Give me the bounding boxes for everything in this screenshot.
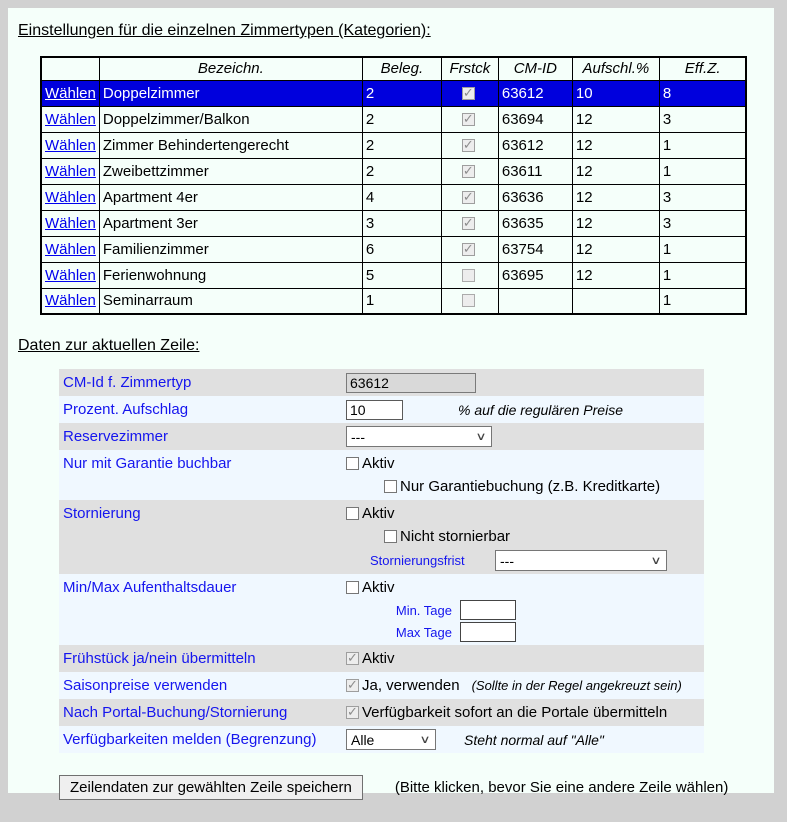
verfuegbarkeiten-select[interactable] [346, 729, 436, 750]
form-row-aufenthaltsdauer [59, 574, 704, 645]
chevron-down-icon: ∨ [475, 431, 487, 443]
nicht-stornierbar-label: Nicht stornierbar [400, 528, 511, 545]
fruehstueck-checkbox[interactable] [462, 165, 475, 178]
form-row-garantie [59, 450, 704, 500]
table-cell [441, 210, 498, 236]
save-row-button[interactable]: Zeilendaten zur gewählten Zeile speichern [59, 775, 363, 800]
portal-checkbox[interactable] [346, 706, 359, 719]
aufschlag-cell [572, 288, 659, 314]
select-row-link[interactable]: Wählen [45, 292, 96, 310]
bezeichnung-cell: Apartment 4er [99, 184, 362, 210]
saisonpreise-label: Saisonpreise verwenden [63, 677, 228, 694]
page [8, 8, 774, 796]
column-header: Frstck [441, 57, 498, 80]
select-row-link[interactable]: Wählen [45, 188, 96, 206]
cmid-cell: 63694 [498, 106, 572, 132]
table-cell [41, 236, 99, 262]
fruehstueck-checkbox[interactable] [462, 243, 475, 256]
table-cell [41, 80, 99, 106]
bezeichnung-cell: Familienzimmer [99, 236, 362, 262]
saisonpreise-check-label: Ja, verwenden [362, 677, 460, 694]
cmid-cell: 63635 [498, 210, 572, 236]
bezeichnung-cell: Doppelzimmer/Balkon [99, 106, 362, 132]
form-row-fruehstueck [59, 645, 704, 672]
cmid-cell: 63611 [498, 158, 572, 184]
cmid-cell: 63636 [498, 184, 572, 210]
belegung-cell: 2 [362, 80, 441, 106]
stornierungsfrist-select[interactable] [495, 550, 667, 571]
table-cell [41, 132, 99, 158]
aufschlag-cell: 12 [572, 210, 659, 236]
aufschlag-hint: % auf die regulären Preise [458, 401, 623, 418]
effz-cell: 1 [659, 132, 746, 158]
effz-cell: 1 [659, 262, 746, 288]
reservezimmer-selected-value: --- [351, 428, 365, 445]
min-tage-label: Min. Tage [395, 602, 452, 618]
belegung-cell: 6 [362, 236, 441, 262]
table-row [41, 132, 746, 158]
page-title: Einstellungen für die einzelnen Zimmertypen (Kategorien): [18, 22, 431, 39]
column-header [41, 57, 99, 80]
saisonpreise-hint: (Sollte in der Regel angekreuzt sein) [471, 678, 682, 693]
cmid-cell: 63695 [498, 262, 572, 288]
belegung-cell: 3 [362, 210, 441, 236]
table-row [41, 288, 746, 314]
table-cell [41, 184, 99, 210]
min-tage-input[interactable] [460, 600, 516, 620]
aufenthaltsdauer-label: Min/Max Aufenthaltsdauer [63, 579, 237, 596]
table-cell [441, 236, 498, 262]
belegung-cell: 2 [362, 132, 441, 158]
select-row-link[interactable]: Wählen [45, 214, 96, 232]
table-row [41, 210, 746, 236]
fruehstueck-checkbox[interactable] [462, 139, 475, 152]
section-title-current-row: Daten zur aktuellen Zeile: [18, 337, 200, 354]
aufschlag-label: Prozent. Aufschlag [63, 401, 189, 418]
stornierungsfrist-label: Stornierungsfrist [370, 553, 465, 568]
cmid-cell: 63754 [498, 236, 572, 262]
stornierung-aktiv-label: Aktiv [362, 505, 395, 522]
cmid-cell [498, 288, 572, 314]
effz-cell: 1 [659, 236, 746, 262]
reservezimmer-select[interactable] [346, 426, 492, 447]
roomtype-table-body [41, 80, 746, 314]
form-row-verfuegbarkeiten [59, 726, 704, 753]
portal-label: Nach Portal-Buchung/Stornierung [63, 704, 288, 721]
table-cell [41, 158, 99, 184]
aufschlag-cell: 12 [572, 184, 659, 210]
verfuegbarkeiten-selected-value: Alle [351, 731, 375, 748]
verfuegbarkeiten-label: Verfügbarkeiten melden (Begrenzung) [63, 731, 317, 748]
aufschlag-cell: 12 [572, 158, 659, 184]
belegung-cell: 2 [362, 158, 441, 184]
table-cell [41, 210, 99, 236]
select-row-link[interactable]: Wählen [45, 240, 96, 258]
effz-cell: 1 [659, 158, 746, 184]
aufschlag-cell: 12 [572, 106, 659, 132]
table-cell [441, 132, 498, 158]
bezeichnung-cell: Ferienwohnung [99, 262, 362, 288]
fruehstueck-checkbox[interactable] [462, 269, 475, 282]
effz-cell: 1 [659, 288, 746, 314]
bezeichnung-cell: Zweibettzimmer [99, 158, 362, 184]
aufschlag-cell: 12 [572, 236, 659, 262]
chevron-down-icon: ∨ [419, 734, 431, 746]
garantiebuchung-checkbox[interactable] [384, 480, 397, 493]
column-header: Bezeichn. [99, 57, 362, 80]
table-row [41, 262, 746, 288]
aufenthalt-aktiv-label: Aktiv [362, 579, 395, 596]
garantie-label: Nur mit Garantie buchbar [63, 455, 232, 472]
chevron-down-icon: ∨ [650, 555, 662, 567]
form-row-saisonpreise [59, 672, 704, 699]
fruehstueck-label: Frühstück ja/nein übermitteln [63, 650, 256, 667]
table-row [41, 236, 746, 262]
stornierung-aktiv-checkbox[interactable] [346, 507, 359, 520]
effz-cell: 3 [659, 184, 746, 210]
fruehstueck-checkbox[interactable] [462, 217, 475, 230]
save-note: (Bitte klicken, bevor Sie eine andere Zeile wählen) [394, 779, 729, 796]
roomtype-table [40, 56, 747, 315]
aufschlag-cell: 12 [572, 132, 659, 158]
max-tage-input[interactable] [460, 622, 516, 642]
belegung-cell: 4 [362, 184, 441, 210]
effz-cell: 3 [659, 210, 746, 236]
form-row-reservezimmer [59, 423, 704, 450]
column-header: Aufschl.% [572, 57, 659, 80]
garantie-aktiv-label: Aktiv [362, 455, 395, 472]
bezeichnung-cell: Doppelzimmer [99, 80, 362, 106]
reservezimmer-label: Reservezimmer [63, 428, 169, 445]
fruehstueck-checkbox[interactable] [462, 87, 475, 100]
select-row-link[interactable]: Wählen [45, 84, 96, 102]
fruehstueck-checkbox[interactable] [462, 113, 475, 126]
select-row-link[interactable]: Wählen [45, 266, 96, 284]
table-cell [441, 184, 498, 210]
table-cell [441, 80, 498, 106]
select-row-link[interactable]: Wählen [45, 162, 96, 180]
saisonpreise-checkbox[interactable] [346, 679, 359, 692]
table-header-row [41, 57, 746, 80]
aufschlag-input[interactable] [346, 400, 403, 420]
bezeichnung-cell: Apartment 3er [99, 210, 362, 236]
bezeichnung-cell: Seminarraum [99, 288, 362, 314]
table-cell [441, 288, 498, 314]
select-row-link[interactable]: Wählen [45, 110, 96, 128]
table-cell [441, 158, 498, 184]
garantiebuchung-label: Nur Garantiebuchung (z.B. Kreditkarte) [400, 478, 661, 495]
cmid-cell: 63612 [498, 80, 572, 106]
bezeichnung-cell: Zimmer Behindertengerecht [99, 132, 362, 158]
table-row [41, 158, 746, 184]
aufschlag-cell: 12 [572, 262, 659, 288]
cmid-input[interactable] [346, 373, 476, 393]
fruehstueck-checkbox[interactable] [462, 191, 475, 204]
form-row-aufschlag [59, 396, 704, 423]
footer [59, 775, 774, 800]
cmid-label: CM-Id f. Zimmertyp [63, 374, 192, 391]
fruehstueck-aktiv-checkbox[interactable] [346, 652, 359, 665]
stornierung-label: Stornierung [63, 505, 141, 522]
belegung-cell: 5 [362, 262, 441, 288]
aufschlag-cell: 10 [572, 80, 659, 106]
table-cell [441, 106, 498, 132]
table-row [41, 184, 746, 210]
verfuegbarkeiten-hint: Steht normal auf "Alle" [464, 731, 604, 748]
table-cell [441, 262, 498, 288]
form-row-cmid [59, 369, 704, 396]
column-header: Beleg. [362, 57, 441, 80]
select-row-link[interactable]: Wählen [45, 136, 96, 154]
table-row [41, 106, 746, 132]
table-row [41, 80, 746, 106]
form-row-stornierung [59, 500, 704, 574]
table-cell [41, 262, 99, 288]
aufenthalt-aktiv-checkbox[interactable] [346, 581, 359, 594]
belegung-cell: 2 [362, 106, 441, 132]
fruehstueck-aktiv-label: Aktiv [362, 650, 395, 667]
belegung-cell: 1 [362, 288, 441, 314]
garantie-aktiv-checkbox[interactable] [346, 457, 359, 470]
max-tage-label: Max Tage [395, 624, 452, 640]
row-data-form [59, 369, 704, 753]
column-header: Eff.Z. [659, 57, 746, 80]
stornierungsfrist-selected-value: --- [500, 552, 514, 569]
effz-cell: 8 [659, 80, 746, 106]
table-cell [41, 106, 99, 132]
nicht-stornierbar-checkbox[interactable] [384, 530, 397, 543]
fruehstueck-checkbox[interactable] [462, 294, 475, 307]
table-cell [41, 288, 99, 314]
portal-check-label: Verfügbarkeit sofort an die Portale übermitteln [362, 704, 668, 721]
cmid-cell: 63612 [498, 132, 572, 158]
effz-cell: 3 [659, 106, 746, 132]
column-header: CM-ID [498, 57, 572, 80]
form-row-portal [59, 699, 704, 726]
